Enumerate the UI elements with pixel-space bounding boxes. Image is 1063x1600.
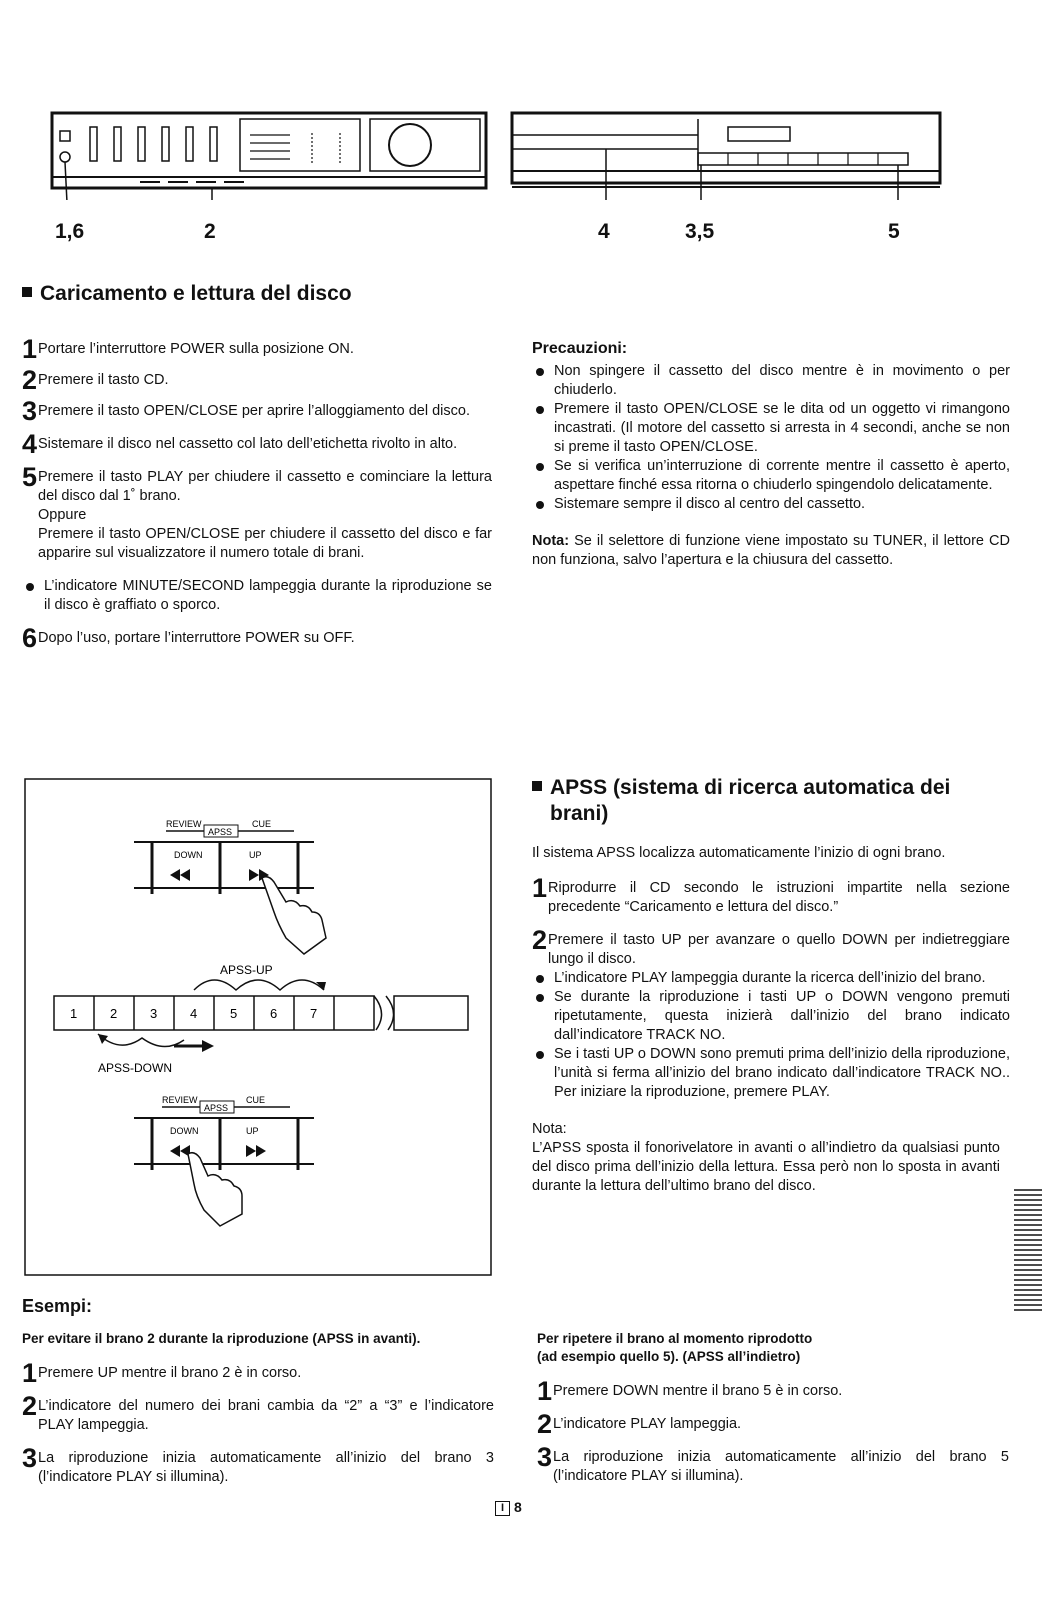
step-2: 2 Premere il tasto CD. <box>22 365 169 395</box>
section-title-apss: APSS (sistema di ricerca automatica dei brani) <box>532 775 1010 827</box>
section-title-loading: Caricamento e lettura del disco <box>22 281 352 307</box>
track-number: 1 <box>70 1006 78 1021</box>
callout-tray: 4 <box>598 220 610 243</box>
review-label: REVIEW <box>162 1095 198 1105</box>
edge-index-marks <box>1014 1188 1044 1318</box>
step-6: 6 Dopo l’uso, portare l’interruttore POWER su OFF. <box>22 623 355 653</box>
up-label: UP <box>246 1126 259 1136</box>
track-number: 6 <box>270 1006 278 1021</box>
example-right-heading: Per ripetere il brano al momento riprodotto (ad esempio quello 5). (APSS all’indietro) <box>537 1331 813 1364</box>
loading-steps <box>22 334 492 658</box>
square-bullet-icon <box>532 781 542 791</box>
down-label: DOWN <box>170 1126 199 1136</box>
apss-content <box>532 844 1010 1196</box>
apss-up-label: APSS-UP <box>220 963 273 977</box>
track-number: 3 <box>150 1006 158 1021</box>
square-bullet-icon <box>22 287 32 297</box>
example-right-step: 3 La riproduzione inizia automaticamente all’inizio del brano 5 (l’indicatore PLAY si illumina). <box>537 1442 1009 1484</box>
minute-second-bullet: L’indicatore MINUTE/SECOND lampeggia durante la riproduzione se il disco è graffiato o sporco. <box>22 577 492 615</box>
precautions <box>532 340 1010 570</box>
page-number: 8 <box>513 1499 522 1515</box>
review-label: REVIEW <box>166 819 202 829</box>
step-4: 4 Sistemare il disco nel cassetto col lato dell’etichetta rivolto in alto. <box>22 429 458 459</box>
precaution-item: Se si verifica un’interruzione di corrente mentre il cassetto è aperto, aspettare finché essa ritorna o chiuderlo spingendolo delicatamente. <box>532 457 1010 495</box>
precautions-title: Precauzioni: <box>532 340 628 357</box>
apss-down-label: APSS-DOWN <box>98 1061 173 1075</box>
cue-label: CUE <box>252 819 272 829</box>
track-number: 4 <box>190 1006 198 1021</box>
cd-player-illustration <box>508 105 948 200</box>
apss-step-2: 2 Premere il tasto UP per avanzare o quello DOWN per indietreggiare lungo il disco. <box>532 925 1010 967</box>
precaution-item: Non spingere il cassetto del disco mentre è in movimento o per chiuderlo. <box>532 362 1010 400</box>
example-left-step: 1 Premere UP mentre il brano 2 è in corso. <box>22 1358 302 1388</box>
example-right-step: 2 L’indicatore PLAY lampeggia. <box>537 1409 742 1439</box>
front-panel-illustration <box>50 105 490 200</box>
callout-open-close-play: 3,5 <box>685 220 715 243</box>
example-right <box>537 1330 1009 1496</box>
track-number: 5 <box>230 1006 238 1021</box>
precautions-note: Nota: Se il selettore di funzione viene impostato su TUNER, il lettore CD non funziona, salvo l’apertura e la chiusura del cassetto. <box>532 533 1010 568</box>
track-number: 7 <box>310 1006 318 1021</box>
rewind-icon <box>170 869 180 881</box>
apss-label: APSS <box>208 827 233 837</box>
up-label: UP <box>249 850 262 860</box>
apss-bullet: Se i tasti UP o DOWN sono premuti prima dell’inizio della riproduzione, l’unità si ferma all’inizio del brano indicato dall’indicatore TRACK NO.. Per iniziare la riproduzione, premere PLAY. <box>532 1045 1010 1102</box>
fast-forward-icon <box>249 869 259 881</box>
apss-note-label: Nota: <box>532 1121 567 1137</box>
apss-diagram <box>24 778 492 1276</box>
track-number: 2 <box>110 1006 118 1021</box>
down-label: DOWN <box>174 850 203 860</box>
example-right-step: 1 Premere DOWN mentre il brano 5 è in corso. <box>537 1376 843 1406</box>
callout-play: 5 <box>888 220 900 243</box>
example-left-step: 3 La riproduzione inizia automaticamente all’inizio del brano 3 (l’indicatore PLAY si illumina). <box>22 1443 494 1485</box>
example-left-heading: Per evitare il brano 2 durante la riproduzione (APSS in avanti). <box>22 1331 421 1346</box>
rewind-icon <box>170 1145 180 1157</box>
language-badge: I <box>495 1501 510 1516</box>
apss-intro: Il sistema APSS localizza automaticamente l’inizio di ogni brano. <box>532 845 946 861</box>
apss-bullet: L’indicatore PLAY lampeggia durante la ricerca dell’inizio del brano. <box>532 969 1010 988</box>
page-footer <box>495 1499 522 1516</box>
callout-cd: 2 <box>204 220 216 243</box>
step-1: 1 Portare l’interruttore POWER sulla posizione ON. <box>22 334 354 364</box>
apss-step-1: 1 Riprodurre il CD secondo le istruzioni impartite nella sezione precedente “Caricamento e lettura del disco.” <box>532 873 1010 915</box>
apss-bullet: Se durante la riproduzione i tasti UP o DOWN vengono premuti ripetutamente, questa inizierà dall’inizio del brano indicato dall’indicatore TRACK NO. <box>532 988 1010 1045</box>
precaution-item: Premere il tasto OPEN/CLOSE se le dita od un oggetto vi rimangono incastrati. (Il motore del cassetto si arresta in 4 secondi, anche se non si preme il tasto OPEN/CLOSE. <box>532 400 1010 457</box>
cue-label: CUE <box>246 1095 266 1105</box>
example-left <box>22 1330 494 1497</box>
precaution-item: Sistemare sempre il disco al centro del cassetto. <box>532 495 1010 514</box>
apss-note-text: L’APSS sposta il fonorivelatore in avanti o all’indietro da qualsiasi punto del disco prima dell’inizio della lettura. Essa però non lo sposta in avanti durante la lettura dell’ultimo brano del disco. <box>532 1140 1000 1194</box>
example-left-step: 2 L’indicatore del numero dei brani cambia da “2” a “3” e l’indicatore PLAY lampeggia. <box>22 1391 494 1433</box>
step-3: 3 Premere il tasto OPEN/CLOSE per aprire l’alloggiamento del disco. <box>22 396 470 426</box>
examples-title: Esempi: <box>22 1296 93 1316</box>
fast-forward-icon <box>246 1145 256 1157</box>
callout-power: 1,6 <box>55 220 85 243</box>
apss-label: APSS <box>204 1103 229 1113</box>
step-5: 5 Premere il tasto PLAY per chiudere il cassetto e cominciare la lettura del disco dal 1˚ brano. Oppure Premere il tasto OPEN/CLOSE per chiudere il cassetto del disco e far apparire sul visualizzatore il numero totale di brani. <box>22 462 492 561</box>
